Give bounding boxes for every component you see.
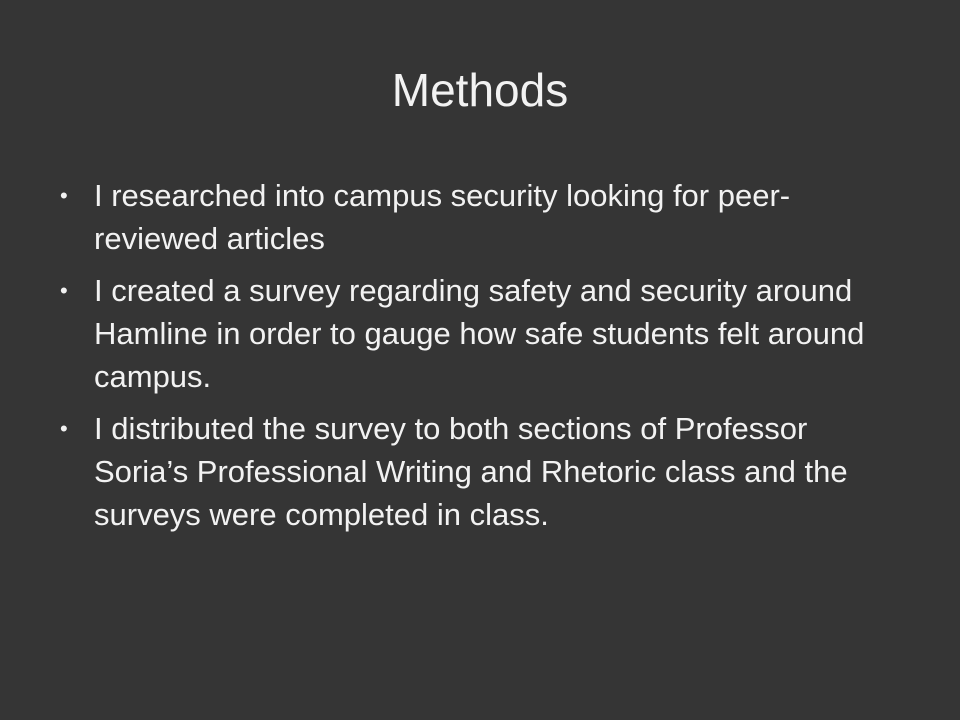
slide-title: Methods [391, 64, 569, 116]
bullet-dot-icon: • [60, 278, 68, 303]
bullet-item [56, 174, 876, 260]
bullet-text: I created a survey regarding safety and security around Hamline in order to gauge how safe students felt around campus. [94, 273, 865, 394]
bullet-item [56, 407, 876, 536]
bullet-list [56, 174, 876, 545]
bullet-dot-icon: • [60, 416, 68, 441]
bullet-item [56, 269, 876, 398]
bullet-text: I researched into campus security looking for peer-reviewed articles [94, 178, 791, 256]
bullet-dot-icon: • [60, 183, 68, 208]
bullet-text: I distributed the survey to both sections of Professor Soria’s Professional Writing and Rhetoric class and the surveys were completed in class. [94, 411, 848, 532]
